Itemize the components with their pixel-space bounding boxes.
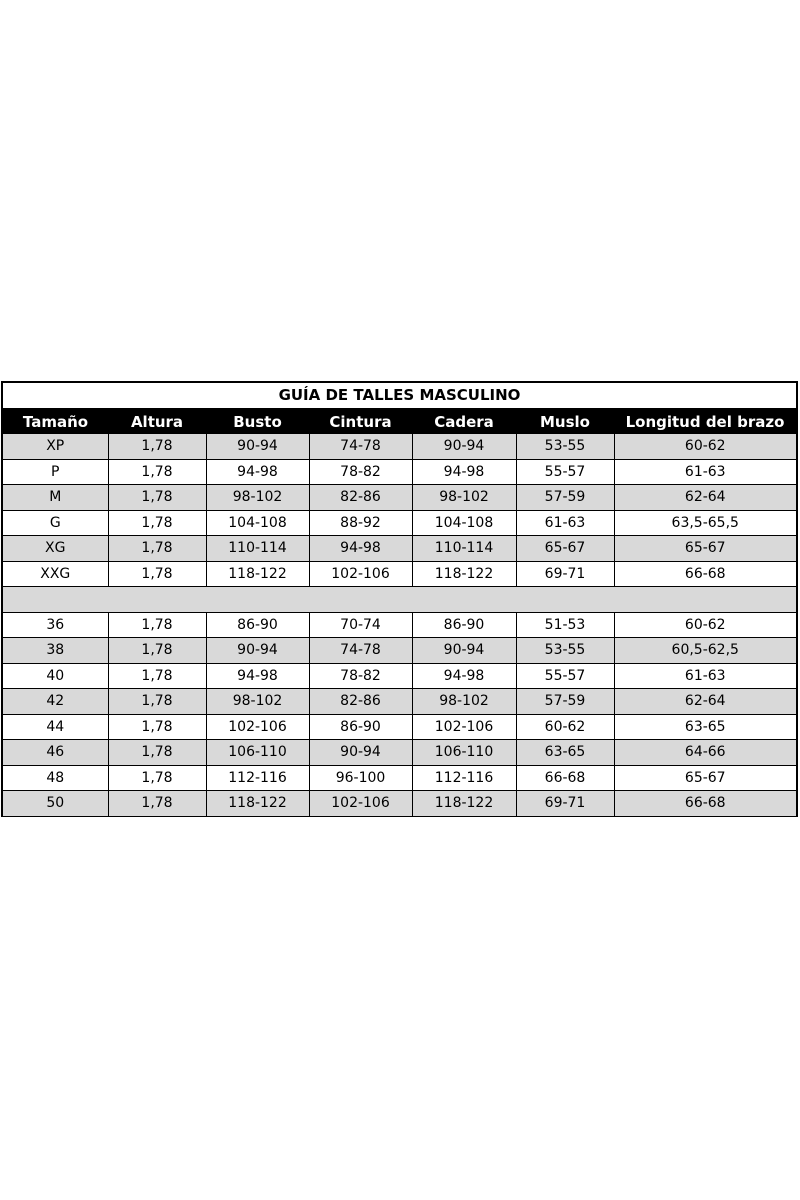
table-row xyxy=(3,765,796,791)
cell-height: 1,78 xyxy=(108,612,206,638)
cell-bust: 90-94 xyxy=(206,638,309,664)
cell-size: P xyxy=(3,459,108,485)
column-header-waist: Cintura xyxy=(309,409,412,434)
cell-height: 1,78 xyxy=(108,689,206,715)
cell-arm-length: 60-62 xyxy=(614,434,796,459)
cell-size: 50 xyxy=(3,791,108,817)
table-row xyxy=(3,459,796,485)
cell-waist: 88-92 xyxy=(309,510,412,536)
cell-hip: 110-114 xyxy=(412,536,516,562)
table-row xyxy=(3,485,796,511)
cell-thigh: 61-63 xyxy=(516,510,614,536)
cell-waist: 96-100 xyxy=(309,765,412,791)
cell-height: 1,78 xyxy=(108,561,206,587)
table-row xyxy=(3,638,796,664)
cell-size: 48 xyxy=(3,765,108,791)
cell-size: 38 xyxy=(3,638,108,664)
cell-arm-length: 60,5-62,5 xyxy=(614,638,796,664)
cell-waist: 82-86 xyxy=(309,485,412,511)
cell-hip: 86-90 xyxy=(412,612,516,638)
cell-hip: 112-116 xyxy=(412,765,516,791)
cell-height: 1,78 xyxy=(108,459,206,485)
cell-bust: 106-110 xyxy=(206,740,309,766)
cell-hip: 104-108 xyxy=(412,510,516,536)
cell-bust: 98-102 xyxy=(206,689,309,715)
cell-size: 44 xyxy=(3,714,108,740)
cell-bust: 94-98 xyxy=(206,663,309,689)
cell-arm-length: 65-67 xyxy=(614,536,796,562)
cell-thigh: 60-62 xyxy=(516,714,614,740)
cell-height: 1,78 xyxy=(108,638,206,664)
cell-height: 1,78 xyxy=(108,765,206,791)
cell-waist: 78-82 xyxy=(309,663,412,689)
cell-height: 1,78 xyxy=(108,510,206,536)
cell-arm-length: 61-63 xyxy=(614,459,796,485)
cell-waist: 102-106 xyxy=(309,561,412,587)
cell-size: M xyxy=(3,485,108,511)
spacer-row xyxy=(3,587,796,613)
cell-thigh: 53-55 xyxy=(516,638,614,664)
column-header-arm-length: Longitud del brazo xyxy=(614,409,796,434)
cell-bust: 90-94 xyxy=(206,434,309,459)
table-row xyxy=(3,536,796,562)
cell-thigh: 57-59 xyxy=(516,485,614,511)
cell-thigh: 69-71 xyxy=(516,561,614,587)
cell-waist: 78-82 xyxy=(309,459,412,485)
cell-size: 36 xyxy=(3,612,108,638)
cell-bust: 110-114 xyxy=(206,536,309,562)
table-row xyxy=(3,791,796,817)
cell-waist: 86-90 xyxy=(309,714,412,740)
cell-arm-length: 63-65 xyxy=(614,714,796,740)
table-row xyxy=(3,663,796,689)
cell-size: 40 xyxy=(3,663,108,689)
cell-arm-length: 64-66 xyxy=(614,740,796,766)
column-header-height: Altura xyxy=(108,409,206,434)
spacer-cell xyxy=(3,587,796,613)
cell-waist: 70-74 xyxy=(309,612,412,638)
cell-height: 1,78 xyxy=(108,714,206,740)
table-row xyxy=(3,434,796,459)
cell-bust: 112-116 xyxy=(206,765,309,791)
size-table xyxy=(3,409,796,817)
cell-waist: 74-78 xyxy=(309,434,412,459)
cell-hip: 106-110 xyxy=(412,740,516,766)
cell-thigh: 69-71 xyxy=(516,791,614,817)
cell-hip: 98-102 xyxy=(412,485,516,511)
cell-size: XXG xyxy=(3,561,108,587)
cell-thigh: 65-67 xyxy=(516,536,614,562)
cell-height: 1,78 xyxy=(108,740,206,766)
cell-waist: 94-98 xyxy=(309,536,412,562)
cell-waist: 82-86 xyxy=(309,689,412,715)
cell-size: XG xyxy=(3,536,108,562)
cell-thigh: 55-57 xyxy=(516,663,614,689)
cell-hip: 94-98 xyxy=(412,459,516,485)
table-row xyxy=(3,740,796,766)
cell-bust: 102-106 xyxy=(206,714,309,740)
cell-arm-length: 62-64 xyxy=(614,689,796,715)
cell-bust: 118-122 xyxy=(206,561,309,587)
column-header-size: Tamaño xyxy=(3,409,108,434)
cell-hip: 90-94 xyxy=(412,638,516,664)
table-body xyxy=(3,434,796,816)
cell-size: 46 xyxy=(3,740,108,766)
cell-hip: 102-106 xyxy=(412,714,516,740)
cell-thigh: 55-57 xyxy=(516,459,614,485)
cell-thigh: 51-53 xyxy=(516,612,614,638)
cell-waist: 102-106 xyxy=(309,791,412,817)
cell-arm-length: 60-62 xyxy=(614,612,796,638)
column-header-bust: Busto xyxy=(206,409,309,434)
cell-height: 1,78 xyxy=(108,485,206,511)
cell-hip: 94-98 xyxy=(412,663,516,689)
table-row xyxy=(3,510,796,536)
cell-height: 1,78 xyxy=(108,791,206,817)
cell-arm-length: 65-67 xyxy=(614,765,796,791)
cell-thigh: 53-55 xyxy=(516,434,614,459)
cell-waist: 90-94 xyxy=(309,740,412,766)
cell-bust: 94-98 xyxy=(206,459,309,485)
cell-thigh: 63-65 xyxy=(516,740,614,766)
table-row xyxy=(3,714,796,740)
cell-hip: 118-122 xyxy=(412,561,516,587)
cell-hip: 98-102 xyxy=(412,689,516,715)
cell-arm-length: 66-68 xyxy=(614,791,796,817)
cell-bust: 118-122 xyxy=(206,791,309,817)
table-row xyxy=(3,689,796,715)
cell-arm-length: 66-68 xyxy=(614,561,796,587)
cell-arm-length: 63,5-65,5 xyxy=(614,510,796,536)
cell-bust: 104-108 xyxy=(206,510,309,536)
cell-hip: 90-94 xyxy=(412,434,516,459)
cell-size: G xyxy=(3,510,108,536)
cell-arm-length: 62-64 xyxy=(614,485,796,511)
cell-height: 1,78 xyxy=(108,663,206,689)
cell-bust: 98-102 xyxy=(206,485,309,511)
cell-size: 42 xyxy=(3,689,108,715)
cell-arm-length: 61-63 xyxy=(614,663,796,689)
table-row xyxy=(3,612,796,638)
chart-title: GUÍA DE TALLES MASCULINO xyxy=(3,383,796,409)
header-row xyxy=(3,409,796,434)
cell-height: 1,78 xyxy=(108,434,206,459)
size-chart xyxy=(1,381,798,817)
cell-size: XP xyxy=(3,434,108,459)
table-row xyxy=(3,561,796,587)
column-header-thigh: Muslo xyxy=(516,409,614,434)
cell-waist: 74-78 xyxy=(309,638,412,664)
cell-height: 1,78 xyxy=(108,536,206,562)
cell-thigh: 57-59 xyxy=(516,689,614,715)
column-header-hip: Cadera xyxy=(412,409,516,434)
cell-bust: 86-90 xyxy=(206,612,309,638)
cell-thigh: 66-68 xyxy=(516,765,614,791)
cell-hip: 118-122 xyxy=(412,791,516,817)
